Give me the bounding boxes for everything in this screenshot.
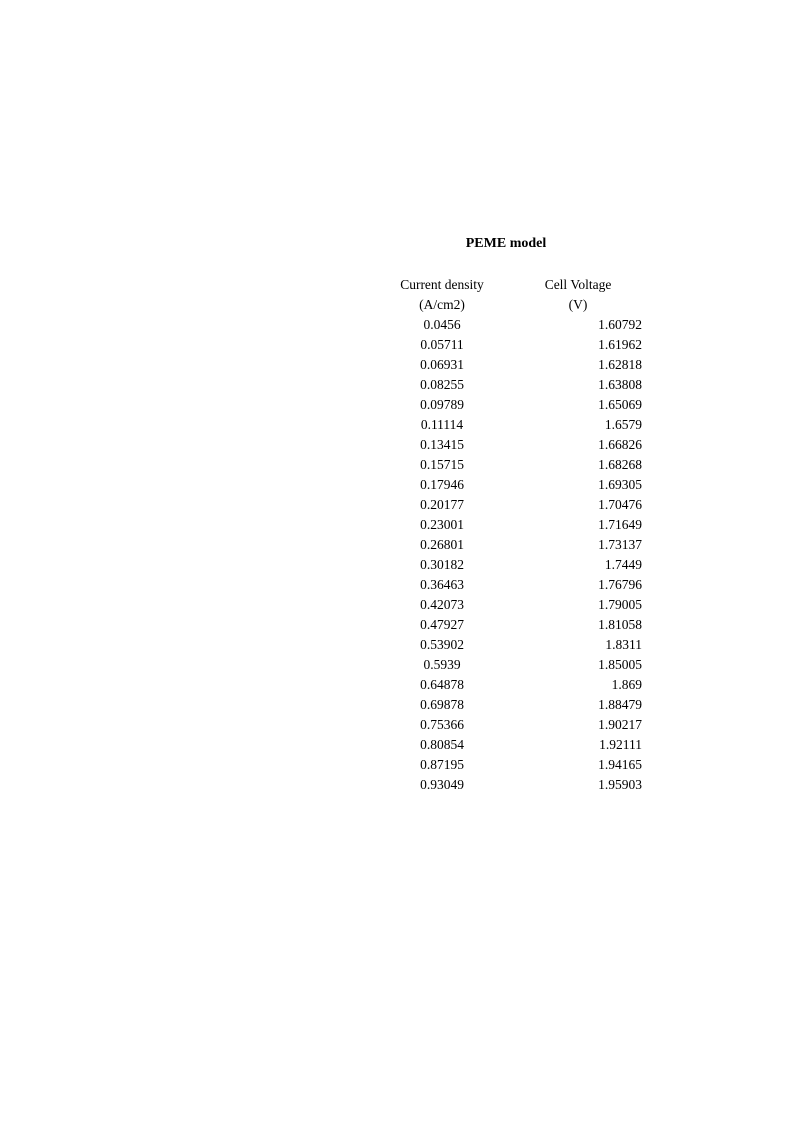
cell-voltage-cell: 1.69305 bbox=[598, 477, 642, 492]
current-density-cell: 0.42073 bbox=[420, 597, 464, 612]
cell-voltage-cell: 1.92111 bbox=[599, 737, 642, 752]
current-density-cell: 0.69878 bbox=[420, 697, 464, 712]
table-row bbox=[0, 335, 793, 355]
table-row bbox=[0, 555, 793, 575]
cell-voltage-cell: 1.73137 bbox=[598, 537, 642, 552]
cell-voltage-cell: 1.7449 bbox=[604, 557, 642, 572]
cell-voltage-cell: 1.869 bbox=[611, 677, 642, 692]
current-density-cell: 0.80854 bbox=[420, 737, 464, 752]
table-row bbox=[0, 375, 793, 395]
cell-voltage-cell: 1.79005 bbox=[598, 597, 642, 612]
table-row bbox=[0, 515, 793, 535]
cell-voltage-cell: 1.6579 bbox=[604, 417, 642, 432]
cell-voltage-cell: 1.76796 bbox=[598, 577, 642, 592]
cell-voltage-cell: 1.60792 bbox=[598, 317, 642, 332]
current-density-cell: 0.13415 bbox=[420, 437, 464, 452]
table-row bbox=[0, 615, 793, 635]
table-row bbox=[0, 415, 793, 435]
table-row bbox=[0, 355, 793, 375]
table-row bbox=[0, 435, 793, 455]
cell-voltage-cell: 1.63808 bbox=[598, 377, 642, 392]
current-density-cell: 0.36463 bbox=[420, 577, 464, 592]
current-density-header: Current density bbox=[400, 277, 484, 292]
current-density-cell: 0.53902 bbox=[420, 637, 464, 652]
current-density-cell: 0.05711 bbox=[420, 337, 464, 352]
table-row bbox=[0, 495, 793, 515]
cell-voltage-cell: 1.68268 bbox=[598, 457, 642, 472]
cell-voltage-cell: 1.95903 bbox=[598, 777, 642, 792]
current-density-cell: 0.11114 bbox=[420, 417, 464, 432]
cell-voltage-cell: 1.71649 bbox=[598, 517, 642, 532]
table-row bbox=[0, 395, 793, 415]
table-row bbox=[0, 575, 793, 595]
data-table bbox=[0, 315, 793, 795]
cell-voltage-cell: 1.85005 bbox=[598, 657, 642, 672]
current-density-cell: 0.87195 bbox=[420, 757, 464, 772]
cell-voltage-cell: 1.61962 bbox=[598, 337, 642, 352]
table-row bbox=[0, 315, 793, 335]
current-density-cell: 0.47927 bbox=[420, 617, 464, 632]
table-row bbox=[0, 455, 793, 475]
current-density-cell: 0.26801 bbox=[420, 537, 464, 552]
current-density-cell: 0.5939 bbox=[423, 657, 461, 672]
table-row bbox=[0, 695, 793, 715]
table-row bbox=[0, 735, 793, 755]
table-row bbox=[0, 535, 793, 555]
table-row bbox=[0, 755, 793, 775]
page-title: PEME model bbox=[465, 236, 547, 251]
table-row bbox=[0, 715, 793, 735]
table-row bbox=[0, 475, 793, 495]
cell-voltage-cell: 1.70476 bbox=[598, 497, 642, 512]
current-density-cell: 0.06931 bbox=[420, 357, 464, 372]
current-density-cell: 0.08255 bbox=[420, 377, 464, 392]
table-row bbox=[0, 595, 793, 615]
current-density-cell: 0.20177 bbox=[420, 497, 464, 512]
current-density-unit: (A/cm2) bbox=[419, 297, 465, 312]
table-row bbox=[0, 655, 793, 675]
cell-voltage-cell: 1.66826 bbox=[598, 437, 642, 452]
current-density-cell: 0.15715 bbox=[420, 457, 464, 472]
cell-voltage-cell: 1.65069 bbox=[598, 397, 642, 412]
cell-voltage-header: Cell Voltage bbox=[544, 277, 612, 292]
cell-voltage-unit: (V) bbox=[568, 297, 588, 312]
table-row bbox=[0, 635, 793, 655]
current-density-cell: 0.75366 bbox=[420, 717, 464, 732]
current-density-cell: 0.93049 bbox=[420, 777, 464, 792]
cell-voltage-cell: 1.88479 bbox=[598, 697, 642, 712]
cell-voltage-cell: 1.94165 bbox=[598, 757, 642, 772]
current-density-cell: 0.17946 bbox=[420, 477, 464, 492]
table-row bbox=[0, 775, 793, 795]
current-density-cell: 0.64878 bbox=[420, 677, 464, 692]
cell-voltage-cell: 1.62818 bbox=[598, 357, 642, 372]
cell-voltage-cell: 1.8311 bbox=[605, 637, 642, 652]
current-density-cell: 0.23001 bbox=[420, 517, 464, 532]
current-density-cell: 0.30182 bbox=[420, 557, 464, 572]
table-row bbox=[0, 675, 793, 695]
cell-voltage-cell: 1.81058 bbox=[598, 617, 642, 632]
current-density-cell: 0.09789 bbox=[420, 397, 464, 412]
cell-voltage-cell: 1.90217 bbox=[598, 717, 642, 732]
current-density-cell: 0.0456 bbox=[423, 317, 461, 332]
